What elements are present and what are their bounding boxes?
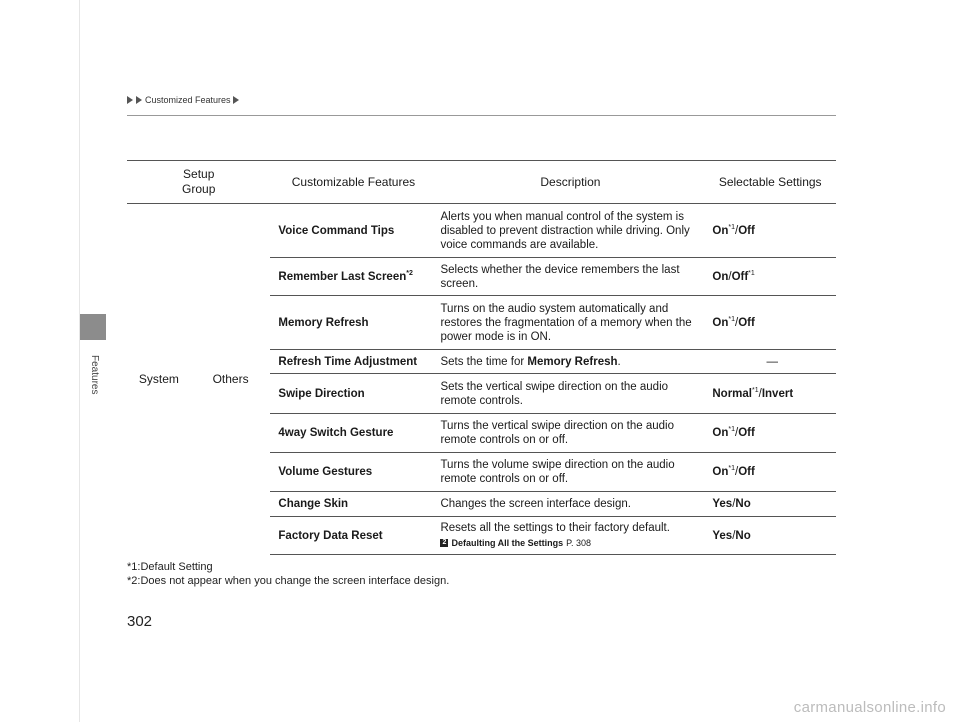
page-number: 302 [127, 613, 153, 630]
breadcrumb [127, 95, 240, 105]
header-customizable-features: Customizable Features [270, 161, 436, 204]
selectable-setting: Normal$^{*1}$/Invert [704, 374, 836, 414]
feature-name: Swipe Direction [270, 374, 436, 414]
feature-name: Voice Command Tips [270, 204, 436, 258]
arrow-right-icon [136, 96, 142, 104]
feature-description: Turns the volume swipe direction on the audio remote controls on or off. [436, 453, 704, 492]
margin-line [79, 0, 80, 722]
feature-name: Factory Data Reset [270, 517, 436, 555]
group-system: System [138, 372, 179, 387]
watermark: carmanualsonline.info [793, 699, 946, 716]
feature-description: Changes the screen interface design. [436, 492, 704, 517]
feature-name: Refresh Time Adjustment [270, 350, 436, 374]
selectable-setting: On$^{*1}$/Off [704, 296, 836, 350]
selectable-setting: On$^{*1}$/Off [704, 453, 836, 492]
customizable-features-table [127, 160, 836, 555]
arrow-right-icon [127, 96, 133, 104]
cross-reference-link[interactable]: 2 Defaulting All the Settings P. 308 [440, 536, 700, 550]
selectable-setting: On$^{*1}$/Off [704, 414, 836, 453]
selectable-setting: Yes/No [704, 492, 836, 517]
selectable-setting: On$^{*1}$/Off [704, 204, 836, 258]
feature-name: Memory Refresh [270, 296, 436, 350]
feature-name: Volume Gestures [270, 453, 436, 492]
selectable-setting: Yes/No [704, 517, 836, 555]
footnote: *2:Does not appear when you change the screen interface design. [127, 575, 450, 587]
selectable-setting: On/Off$^{*1}$ [704, 258, 836, 296]
selectable-setting: — [704, 350, 836, 374]
feature-description: Turns the vertical swipe direction on the audio remote controls on or off. [436, 414, 704, 453]
feature-description: Sets the vertical swipe direction on the audio remote controls. [436, 374, 704, 414]
feature-description: Sets the time for Memory Refresh. [436, 350, 704, 374]
section-tab [80, 314, 106, 340]
reference-arrow-icon: 2 [440, 539, 448, 547]
header-description: Description [436, 161, 704, 204]
header-rule [127, 115, 836, 116]
side-section-label: Features [89, 355, 100, 395]
header-selectable-settings: Selectable Settings [704, 161, 836, 204]
group-others: Others [212, 372, 249, 387]
feature-name: Remember Last Screen$^{*2}$ [270, 258, 436, 296]
footnote: *1:Default Setting [127, 561, 213, 573]
feature-name: 4way Switch Gesture [270, 414, 436, 453]
table-header-row [127, 161, 836, 204]
feature-description: Turns on the audio system automatically and restores the fragmentation of a memory when the power mode is in ON. [436, 296, 704, 350]
header-setup-group: Setup Group [127, 161, 270, 204]
feature-description: Resets all the settings to their factory default. 2 Defaulting All the Settings P. 308 [436, 517, 704, 555]
feature-description: Alerts you when manual control of the system is disabled to prevent distraction while driving. Only voice commands are available. [436, 204, 704, 258]
feature-name: Change Skin [270, 492, 436, 517]
table-row [127, 204, 836, 258]
arrow-right-icon [233, 96, 239, 104]
breadcrumb-label[interactable]: Customized Features [145, 95, 231, 105]
feature-description: Selects whether the device remembers the last screen. [436, 258, 704, 296]
footnotes [127, 560, 449, 588]
